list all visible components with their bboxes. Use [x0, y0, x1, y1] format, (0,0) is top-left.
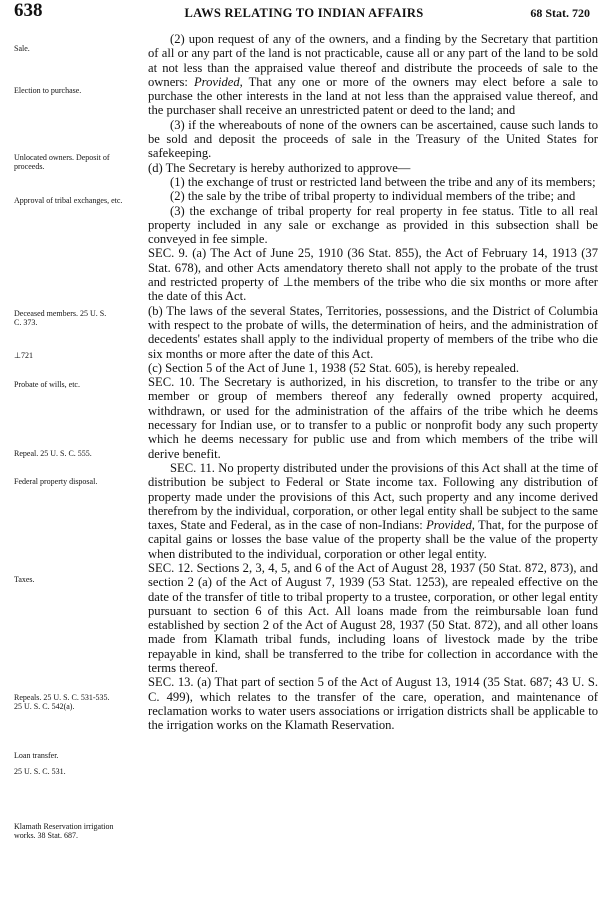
paragraph: SEC. 9. (a) The Act of June 25, 1910 (36 Stat. 855), the Act of February 14, 1913 (37 Stat. 678), and other Acts amendatory thereto shall not apply to the probate of the trust and restricted property of ⊥the members of the tribe who die six months or more after the date of this Act. — [148, 246, 598, 304]
paragraph: (3) if the whereabouts of none of the owners can be ascertained, cause such lands to be sold and deposit the proceeds of sale in the Treasury of the United States for safekeeping. — [148, 117, 598, 161]
margin-note-loan-transfer: Loan transfer. — [14, 751, 59, 760]
margin-note-page-721: ⊥721 — [14, 351, 33, 360]
paragraph: SEC. 12. Sections 2, 3, 4, 5, and 6 of the Act of August 28, 1937 (50 Stat. 872, 873), and section 2 (a) of the Act of August 7, 1939 (53 Stat. 1253), are repealed effective on the date of the transfer of title to tribal property to a trustee, corporation, or other legal entity pursuant to section 6 of this Act. All loans made from the reimbursable loan fund established by section 2 of the Act of August 28, 1937 (50 Stat. 872), and all other loans made from Klamath tribal funds, including loans of livestock made by the tribe repayable in kind, shall be transferred to the tribe for collection in accordance with the terms thereof. — [148, 560, 598, 676]
paragraph: SEC. 13. (a) That part of section 5 of the Act of August 13, 1914 (35 Stat. 687; 43 U. S. C. 499), which relates to the transfer of the care, operation, and maintenance of reclamation works to water users associations or irrigation districts shall be applicable to the irrigation works on the Klamath Reservation. — [148, 675, 598, 733]
paragraph: (2) the sale by the tribe of tribal property to individual members of the tribe; and — [170, 189, 576, 204]
paragraph: (3) the exchange of tribal property for real property in fee status. Title to all real property included in any sale or exchange as provided in this subsection shall be conveyed in fee simple. — [148, 203, 598, 247]
paragraph: (1) the exchange of trust or restricted land between the tribe and any of its members; — [170, 174, 596, 189]
margin-note-taxes: Taxes. — [14, 575, 35, 584]
margin-note-probate: Probate of wills, etc. — [14, 380, 80, 389]
running-title: LAWS RELATING TO INDIAN AFFAIRS — [184, 6, 424, 20]
margin-note-approval: Approval of tribal exchanges, etc. — [14, 196, 123, 205]
margin-note-election: Election to purchase. — [14, 86, 82, 95]
paragraph: (2) upon request of any of the owners, and a finding by the Secretary that partition of all or any part of the land is not practicable, cause all or any part of the land to be sold at not less than the appraised value thereof and distribute the proceeds of sale to the owners: Provided, That any one or more of the owners may elect before a sale to purchase the other interests in the land at not less than the appraised value thereof, and the purchaser shall receive an unrestricted patent or deed to the land; and — [148, 32, 598, 118]
margin-note-unlocated: Unlocated owners. Deposit of proceeds. — [14, 153, 110, 171]
margin-note-deceased: Deceased members. 25 U. S. C. 373. — [14, 309, 107, 327]
statute-reference: 68 Stat. 720 — [530, 6, 590, 20]
page-number: 638 — [14, 0, 43, 21]
margin-note-klamath: Klamath Reservation irrigation works. 38 Stat. 687. — [14, 822, 114, 840]
margin-note-usc-531: 25 U. S. C. 531. — [14, 767, 66, 776]
paragraph: SEC. 10. The Secretary is authorized, in his discretion, to transfer to the tribe or any member or group of members thereof any federally owned property acquired, withdrawn, or used for the administration of the affairs of the tribe which he deems necessary for Indian use, or to transfer to a public or nonprofit body any such property which he deems necessary for public use and from which members of the tribe will derive benefit. — [148, 375, 598, 461]
paragraph: SEC. 11. No property distributed under the provisions of this Act shall at the time of distribution be subject to Federal or State income tax. Following any distribution of property made under the provisions of this Act, such property and any income derived therefrom by the individual, corporation, or other legal entity shall be subject to the same taxes, State and Federal, as in the case of non-Indians: Provided, That, for the purpose of capital gains or losses the base value of the property shall be the value of the property when distributed to the individual, corporation or other legal entity. — [148, 460, 598, 561]
margin-note-sale: Sale. — [14, 44, 30, 53]
margin-note-repeals: Repeals. 25 U. S. C. 531-535. 25 U. S. C. 542(a). — [14, 693, 110, 711]
paragraph: (c) Section 5 of the Act of June 1, 1938 (52 Stat. 605), is hereby repealed. — [148, 360, 520, 375]
margin-note-repeal: Repeal. 25 U. S. C. 555. — [14, 449, 92, 458]
paragraph: (d) The Secretary is hereby authorized to approve— — [148, 160, 411, 175]
paragraph: (b) The laws of the several States, Territories, possessions, and the District of Columbia with respect to the probate of wills, the determination of heirs, and the administration of decedents' estates shall apply to the individual property of members of the tribe who die six months or more after the date of this Act. — [148, 303, 598, 361]
margin-note-federal-property: Federal property disposal. — [14, 477, 98, 486]
body-text — [148, 32, 598, 733]
page-break-mark: ⊥ — [282, 275, 294, 290]
